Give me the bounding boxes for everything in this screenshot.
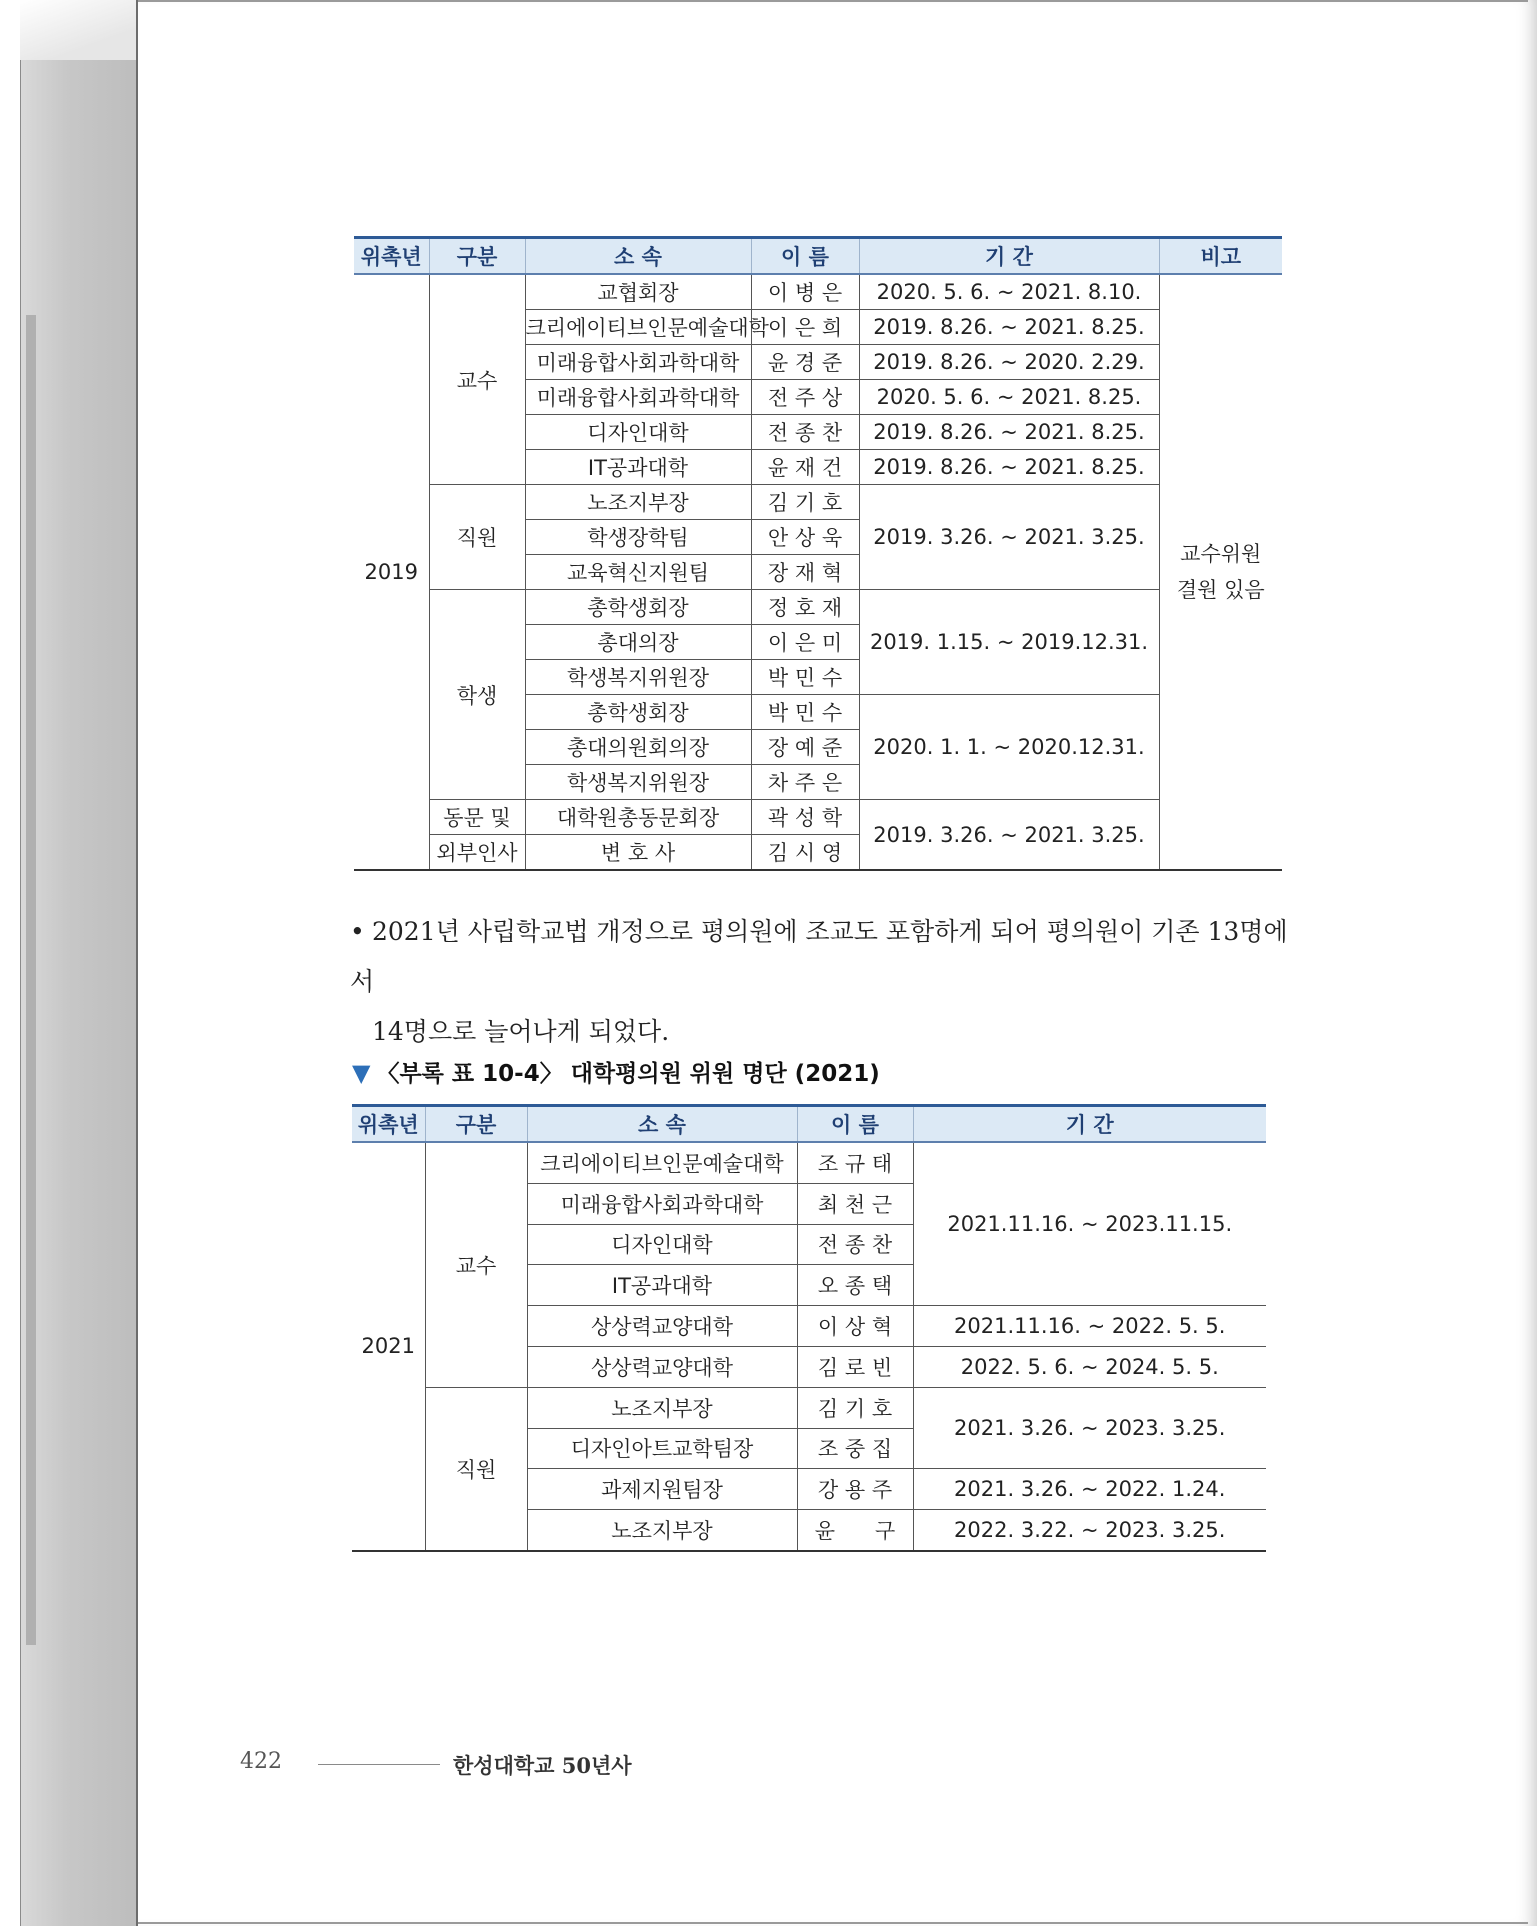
- affiliation-cell: IT공과대학: [527, 1265, 797, 1306]
- name-cell: 박 민 수: [751, 660, 859, 695]
- affiliation-cell: 상상력교양대학: [527, 1306, 797, 1347]
- name-cell: 김 로 빈: [797, 1346, 913, 1387]
- affiliation-cell: 노조지부장: [527, 1510, 797, 1551]
- affiliation-cell: 대학원총동문회장: [525, 800, 751, 835]
- header-category: 구분: [429, 238, 525, 275]
- name-cell: 김 기 호: [797, 1387, 913, 1428]
- table-row: [354, 590, 1282, 625]
- period-cell: 2020. 5. 6. ~ 2021. 8.10.: [859, 274, 1159, 310]
- period-cell-student-b: 2020. 1. 1. ~ 2020.12.31.: [859, 695, 1159, 800]
- affiliation-cell: 총대의장: [525, 625, 751, 660]
- page-border-bottom: [138, 1922, 1528, 1924]
- table-header-row: [352, 1106, 1266, 1143]
- affiliation-cell: 총대의원회의장: [525, 730, 751, 765]
- table-row: [354, 800, 1282, 835]
- affiliation-cell: 교협회장: [525, 274, 751, 310]
- category-staff: 직원: [429, 485, 525, 590]
- affiliation-cell: 디자인아트교학팀장: [527, 1428, 797, 1469]
- name-cell: 이 상 혁: [797, 1306, 913, 1347]
- year-cell: 2019: [354, 274, 429, 870]
- affiliation-cell: 교육혁신지원팀: [525, 555, 751, 590]
- period-cell: 2022. 3.22. ~ 2023. 3.25.: [913, 1510, 1266, 1551]
- council-table-2019: [354, 236, 1282, 871]
- category-staff: 직원: [425, 1387, 527, 1551]
- period-cell: 2020. 5. 6. ~ 2021. 8.25.: [859, 380, 1159, 415]
- name-cell: 오 종 택: [797, 1265, 913, 1306]
- bullet-mark: •: [350, 917, 365, 946]
- table-caption: [352, 1055, 880, 1088]
- name-cell: 이 은 희: [751, 310, 859, 345]
- period-cell-staff: 2021. 3.26. ~ 2023. 3.25.: [913, 1387, 1266, 1469]
- table-row: [352, 1387, 1266, 1428]
- book-edge-shadow: [26, 315, 36, 1645]
- table-row: [354, 485, 1282, 520]
- caption-text: 〈부록 표 10-4〉 대학평의원 위원 명단 (2021): [376, 1061, 880, 1087]
- category-student: 학생: [429, 590, 525, 800]
- affiliation-cell: 노조지부장: [525, 485, 751, 520]
- period-cell-staff: 2019. 3.26. ~ 2021. 3.25.: [859, 485, 1159, 590]
- affiliation-cell: 미래융합사회과학대학: [525, 345, 751, 380]
- header-remark: 비고: [1159, 238, 1282, 275]
- book-title: 한성대학교 50년사: [453, 1753, 632, 1778]
- name-cell: 안 상 욱: [751, 520, 859, 555]
- table-header-row: [354, 238, 1282, 275]
- name-cell: 박 민 수: [751, 695, 859, 730]
- period-cell: 2019. 8.26. ~ 2021. 8.25.: [859, 310, 1159, 345]
- period-cell: 2022. 5. 6. ~ 2024. 5. 5.: [913, 1346, 1266, 1387]
- page-border-top: [138, 0, 1528, 2]
- period-cell: 2019. 8.26. ~ 2021. 8.25.: [859, 415, 1159, 450]
- name-cell: 김 기 호: [751, 485, 859, 520]
- period-cell-alumni: 2019. 3.26. ~ 2021. 3.25.: [859, 800, 1159, 871]
- affiliation-cell: 학생장학팀: [525, 520, 751, 555]
- header-name: 이 름: [797, 1106, 913, 1143]
- affiliation-cell: 크리에이티브인문예술대학: [525, 310, 751, 345]
- name-cell: 조 규 태: [797, 1142, 913, 1183]
- footer-rule: [318, 1764, 440, 1765]
- table-row: [352, 1142, 1266, 1183]
- name-cell: 이 은 미: [751, 625, 859, 660]
- affiliation-cell: 노조지부장: [527, 1387, 797, 1428]
- remark-line-1: 교수위원: [1180, 542, 1262, 566]
- name-cell: 전 주 상: [751, 380, 859, 415]
- affiliation-cell: 변 호 사: [525, 835, 751, 871]
- name-cell: 이 병 은: [751, 274, 859, 310]
- affiliation-cell: 디자인대학: [525, 415, 751, 450]
- name-cell: 장 재 혁: [751, 555, 859, 590]
- table-row: [354, 274, 1282, 310]
- affiliation-cell: 상상력교양대학: [527, 1346, 797, 1387]
- header-year: 위촉년: [352, 1106, 425, 1143]
- name-cell: 윤 구: [797, 1510, 913, 1551]
- body-paragraph: [350, 907, 1290, 1057]
- paragraph-line-1: 2021년 사립학교법 개정으로 평의원에 조교도 포함하게 되어 평의원이 기존 13명에서: [350, 917, 1288, 996]
- affiliation-cell: 학생복지위원장: [525, 765, 751, 800]
- period-cell-faculty: 2021.11.16. ~ 2023.11.15.: [913, 1142, 1266, 1306]
- period-cell: 2021.11.16. ~ 2022. 5. 5.: [913, 1306, 1266, 1347]
- category-alumni-line-1: 동문 및: [429, 800, 525, 835]
- affiliation-cell: 크리에이티브인문예술대학: [527, 1142, 797, 1183]
- council-table-2021: [352, 1104, 1266, 1552]
- period-cell-student-a: 2019. 1.15. ~ 2019.12.31.: [859, 590, 1159, 695]
- affiliation-cell: 미래융합사회과학대학: [527, 1183, 797, 1224]
- name-cell: 전 종 찬: [751, 415, 859, 450]
- affiliation-cell: IT공과대학: [525, 450, 751, 485]
- name-cell: 강 용 주: [797, 1469, 913, 1510]
- affiliation-cell: 총학생회장: [525, 590, 751, 625]
- category-faculty: 교수: [425, 1142, 527, 1387]
- remark-line-2: 결원 있음: [1176, 578, 1265, 602]
- name-cell: 전 종 찬: [797, 1224, 913, 1265]
- name-cell: 정 호 재: [751, 590, 859, 625]
- affiliation-cell: 과제지원팀장: [527, 1469, 797, 1510]
- affiliation-cell: 디자인대학: [527, 1224, 797, 1265]
- period-cell: 2019. 8.26. ~ 2021. 8.25.: [859, 450, 1159, 485]
- paragraph-line-2: 14명으로 늘어나게 되었다.: [372, 1017, 670, 1046]
- year-cell: 2021: [352, 1142, 425, 1551]
- header-period: 기 간: [859, 238, 1159, 275]
- affiliation-cell: 미래융합사회과학대학: [525, 380, 751, 415]
- name-cell: 장 예 준: [751, 730, 859, 765]
- name-cell: 김 시 영: [751, 835, 859, 871]
- affiliation-cell: 총학생회장: [525, 695, 751, 730]
- name-cell: 윤 재 건: [751, 450, 859, 485]
- triangle-down-icon: ▼: [352, 1059, 371, 1087]
- remark-cell: [1159, 274, 1282, 870]
- header-affiliation: 소 속: [527, 1106, 797, 1143]
- period-cell: 2019. 8.26. ~ 2020. 2.29.: [859, 345, 1159, 380]
- header-year: 위촉년: [354, 238, 429, 275]
- header-category: 구분: [425, 1106, 527, 1143]
- name-cell: 곽 성 학: [751, 800, 859, 835]
- affiliation-cell: 학생복지위원장: [525, 660, 751, 695]
- name-cell: 조 중 집: [797, 1428, 913, 1469]
- header-period: 기 간: [913, 1106, 1266, 1143]
- name-cell: 차 주 은: [751, 765, 859, 800]
- book-edge-top: [20, 0, 136, 60]
- category-alumni-line-2: 외부인사: [429, 835, 525, 871]
- page-number: 422: [240, 1749, 282, 1774]
- name-cell: 윤 경 준: [751, 345, 859, 380]
- book-edge: [20, 0, 137, 1926]
- period-cell: 2021. 3.26. ~ 2022. 1.24.: [913, 1469, 1266, 1510]
- name-cell: 최 천 근: [797, 1183, 913, 1224]
- header-name: 이 름: [751, 238, 859, 275]
- category-faculty: 교수: [429, 274, 525, 485]
- header-affiliation: 소 속: [525, 238, 751, 275]
